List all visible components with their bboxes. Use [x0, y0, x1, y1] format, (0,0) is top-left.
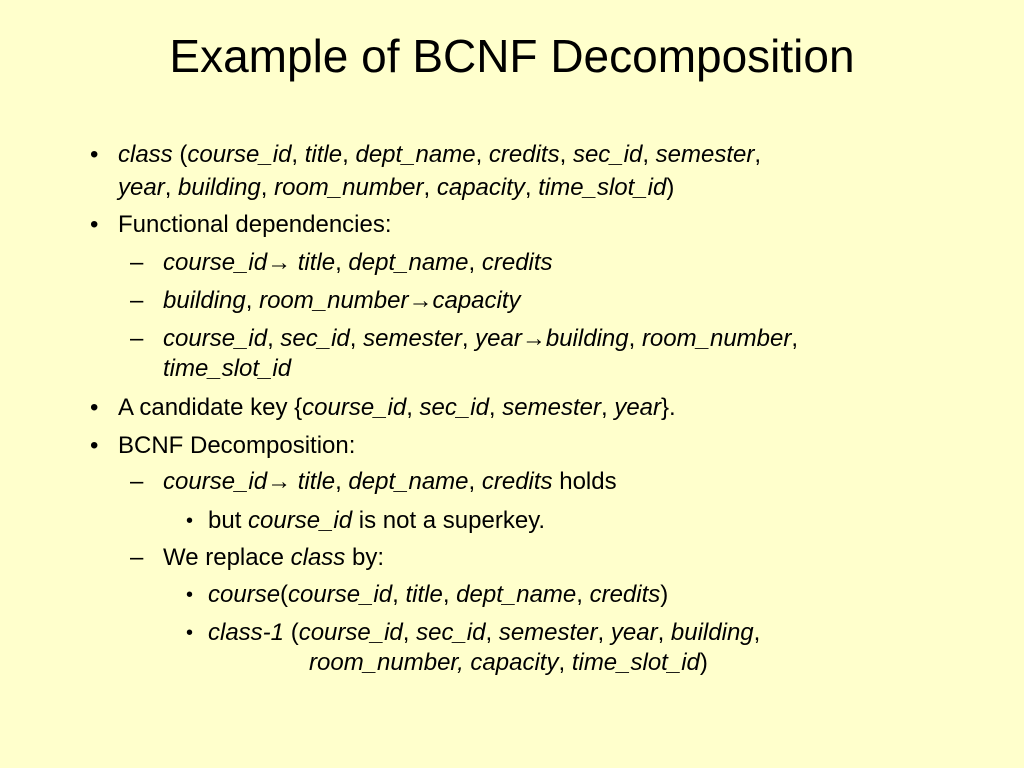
text-run: ,	[461, 325, 476, 352]
text-run: but	[208, 507, 249, 534]
text-run: year	[614, 394, 661, 421]
text-run: class	[118, 141, 173, 168]
text-run: course	[208, 581, 281, 608]
text-run: BCNF Decomposition:	[118, 432, 356, 459]
text-run: course_id	[288, 581, 393, 608]
dash-marker: –	[130, 325, 144, 352]
text-run: (	[284, 619, 299, 646]
text-run: semester	[498, 619, 598, 646]
text-run: room_number	[274, 174, 424, 201]
text-run: ,	[392, 581, 406, 608]
text-run: semester	[363, 325, 462, 352]
text-run: ,	[260, 174, 275, 201]
text-run: ,	[597, 619, 611, 646]
text-run: course_id	[298, 619, 403, 646]
text-run: time_slot_id	[538, 174, 667, 201]
fd-section-line-1	[163, 324, 798, 354]
text-run: ,	[524, 174, 539, 201]
sub-bullet-marker: •	[186, 622, 194, 644]
text-run: ,	[558, 649, 572, 676]
text-run: dept_name	[456, 581, 577, 608]
text-run: ,	[754, 141, 762, 168]
text-run: credits	[481, 249, 553, 276]
text-run: ,	[291, 141, 305, 168]
text-run: credits	[481, 468, 553, 495]
text-run: building	[670, 619, 754, 646]
not-superkey	[208, 506, 545, 536]
text-run: is not a superkey.	[352, 507, 546, 534]
text-run: ,	[753, 619, 761, 646]
text-run: year→building	[475, 325, 629, 352]
text-run: room_number	[641, 325, 792, 352]
text-run: We replace	[163, 544, 291, 571]
text-run: course_id	[302, 394, 407, 421]
text-run: ,	[628, 325, 642, 352]
text-run: ,	[406, 394, 420, 421]
text-run: sec_id	[416, 619, 486, 646]
text-run: ,	[642, 141, 656, 168]
text-run: semester	[655, 141, 755, 168]
sub-bullet-marker: •	[186, 584, 194, 606]
text-run: ,	[164, 174, 179, 201]
text-run: time_slot_id	[163, 355, 292, 382]
text-run: ,	[335, 468, 349, 495]
text-run: ,	[442, 581, 457, 608]
text-run: }.	[661, 394, 676, 421]
text-run: building	[178, 174, 261, 201]
text-run: dept_name	[348, 468, 469, 495]
text-run: year	[118, 174, 165, 201]
candidate-key	[118, 393, 676, 423]
text-run: )	[660, 581, 669, 608]
text-run: credits	[589, 581, 661, 608]
text-run: ,	[468, 468, 482, 495]
bullet-marker: •	[90, 394, 99, 421]
dash-marker: –	[130, 249, 144, 276]
bcnf-decomposition-heading	[118, 431, 355, 461]
text-run: A candidate key {	[118, 394, 303, 421]
text-run: title	[304, 141, 343, 168]
text-run: ,	[342, 141, 356, 168]
functional-dependencies-heading	[118, 210, 392, 240]
text-run: course_id	[187, 141, 292, 168]
bullet-marker: •	[90, 211, 99, 238]
text-run: (	[280, 581, 289, 608]
text-run: ,	[576, 581, 590, 608]
fd-course-id	[163, 248, 553, 278]
text-run: ,	[475, 141, 489, 168]
text-run: sec_id	[280, 325, 350, 352]
text-run: )	[666, 174, 675, 201]
fd-section-line-2	[163, 354, 291, 384]
dash-marker: –	[130, 287, 144, 314]
text-run: sec_id	[419, 394, 489, 421]
bullet-marker: •	[90, 432, 99, 459]
text-run: ,	[485, 619, 499, 646]
dash-marker: –	[130, 468, 144, 495]
text-run: ,	[349, 325, 364, 352]
course-relation	[208, 580, 668, 610]
text-run: by:	[345, 544, 384, 571]
text-run: dept_name	[348, 249, 469, 276]
text-run: course_id	[248, 507, 353, 534]
class-relation-line-2	[118, 173, 674, 203]
text-run: ,	[267, 325, 281, 352]
text-run: )	[699, 649, 708, 676]
text-run: semester	[502, 394, 601, 421]
text-run: holds	[552, 468, 617, 495]
text-run: capacity	[436, 174, 525, 201]
text-run: room_number, capacity	[309, 649, 559, 676]
text-run: building	[163, 287, 246, 314]
text-run: ,	[245, 287, 260, 314]
text-run: ,	[468, 249, 482, 276]
class-relation-line-1	[118, 140, 761, 170]
text-run: (	[172, 141, 188, 168]
text-run: course_id→ title	[163, 249, 336, 276]
sub-bullet-marker: •	[186, 510, 194, 532]
text-run: course_id→ title	[163, 468, 336, 495]
text-run: ,	[657, 619, 671, 646]
text-run: credits	[488, 141, 560, 168]
text-run: time_slot_id	[571, 649, 700, 676]
bullet-marker: •	[90, 141, 99, 168]
class-1-relation-line-2	[309, 648, 708, 678]
text-run: ,	[423, 174, 437, 201]
slide-title: Example of BCNF Decomposition	[169, 30, 855, 82]
text-run: ,	[488, 394, 503, 421]
text-run: class	[290, 544, 346, 571]
text-run: class-1	[208, 619, 285, 646]
text-run: ,	[791, 325, 799, 352]
text-run: ,	[402, 619, 417, 646]
text-run: ,	[335, 249, 349, 276]
text-run: room_number→capacity	[259, 287, 521, 314]
text-run: ,	[559, 141, 573, 168]
text-run: ,	[600, 394, 615, 421]
replace-class	[163, 543, 384, 573]
text-run: course_id	[163, 325, 268, 352]
text-run: title	[405, 581, 443, 608]
fd-holds	[163, 467, 617, 497]
text-run: sec_id	[572, 141, 643, 168]
class-1-relation-line-1	[208, 618, 760, 648]
text-run: year	[610, 619, 658, 646]
text-run: dept_name	[355, 141, 476, 168]
dash-marker: –	[130, 544, 144, 571]
text-run: Functional dependencies:	[118, 211, 392, 238]
fd-building-room	[163, 286, 521, 316]
